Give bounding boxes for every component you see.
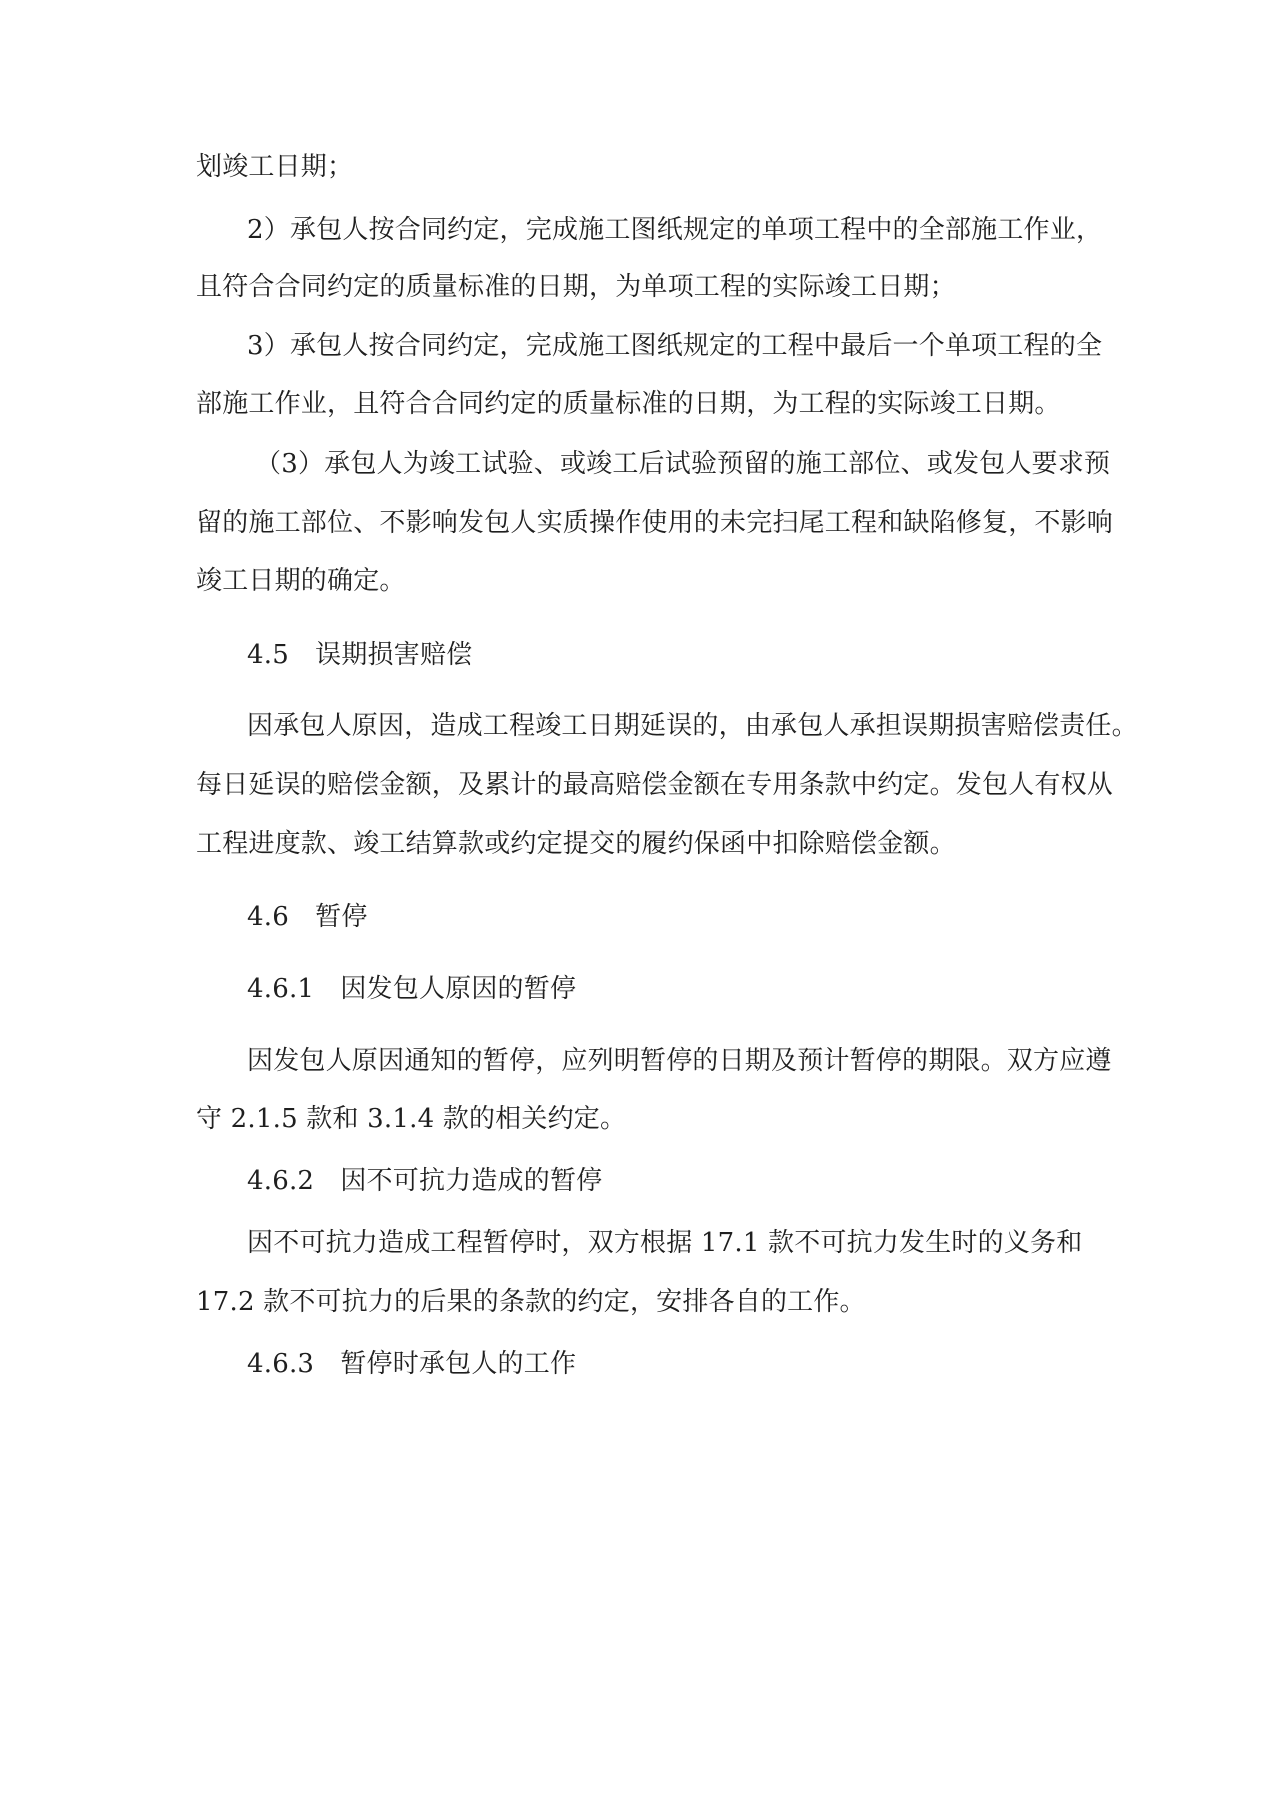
subsection-4-6-1-paragraph-line-2: 守 2.1.5 款和 3.1.4 款的相关约定。 bbox=[196, 1104, 627, 1134]
section-heading-4-5: 4.5 误期损害赔偿 bbox=[247, 640, 473, 670]
clause-3-line-1: （3）承包人为竣工试验、或竣工后试验预留的施工部位、或发包人要求预 bbox=[255, 449, 1111, 479]
list-item-3-line-2: 部施工作业，且符合合同约定的质量标准的日期，为工程的实际竣工日期。 bbox=[196, 389, 1061, 419]
section-heading-4-6: 4.6 暂停 bbox=[247, 902, 368, 932]
subsection-heading-4-6-2: 4.6.2 因不可抗力造成的暂停 bbox=[247, 1166, 603, 1196]
subsection-heading-4-6-3: 4.6.3 暂停时承包人的工作 bbox=[247, 1349, 577, 1379]
list-item-2-line-1: 2）承包人按合同约定，完成施工图纸规定的单项工程中的全部施工作业， bbox=[247, 215, 1103, 245]
section-4-5-paragraph-line-3: 工程进度款、竣工结算款或约定提交的履约保函中扣除赔偿金额。 bbox=[196, 829, 956, 859]
section-4-5-paragraph-line-1: 因承包人原因，造成工程竣工日期延误的，由承包人承担误期损害赔偿责任。 bbox=[247, 711, 1138, 741]
subsection-4-6-2-paragraph-line-1: 因不可抗力造成工程暂停时，双方根据 17.1 款不可抗力发生时的义务和 bbox=[247, 1228, 1083, 1258]
subsection-4-6-2-paragraph-line-2: 17.2 款不可抗力的后果的条款的约定，安排各自的工作。 bbox=[196, 1287, 866, 1317]
clause-3-line-2: 留的施工部位、不影响发包人实质操作使用的未完扫尾工程和缺陷修复，不影响 bbox=[196, 508, 1114, 538]
clause-3-line-3: 竣工日期的确定。 bbox=[196, 566, 406, 596]
subsection-4-6-1-paragraph-line-1: 因发包人原因通知的暂停，应列明暂停的日期及预计暂停的期限。双方应遵 bbox=[247, 1046, 1112, 1076]
subsection-heading-4-6-1: 4.6.1 因发包人原因的暂停 bbox=[247, 974, 577, 1004]
list-item-2-line-2: 且符合合同约定的质量标准的日期，为单项工程的实际竣工日期； bbox=[196, 272, 956, 302]
body-text-line: 划竣工日期； bbox=[196, 152, 354, 182]
list-item-3-line-1: 3）承包人按合同约定，完成施工图纸规定的工程中最后一个单项工程的全 bbox=[247, 331, 1103, 361]
section-4-5-paragraph-line-2: 每日延误的赔偿金额，及累计的最高赔偿金额在专用条款中约定。发包人有权从 bbox=[196, 770, 1114, 800]
